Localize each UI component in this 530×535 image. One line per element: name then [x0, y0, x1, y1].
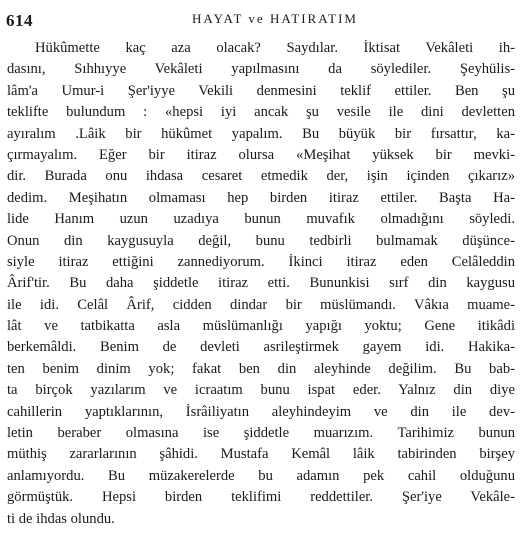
text-line: lâm'a Umur-i Şer'iyye Vekili denmesini teklif ettiler. Ben şu [7, 82, 515, 99]
text-line: ten benim dinim yok; fakat ben din aleyhinde değilim. Bu bab- [7, 360, 515, 377]
text-line: müthiş zararlarının şâhidi. Mustafa Kemâl lâik tabirinden birşey [7, 446, 515, 463]
body-paragraph [7, 38, 515, 530]
text-line: Hükûmette kaç aza olacak? Saydılar. İktisat Vekâleti ih- [35, 40, 515, 56]
text-line: siyle itiraz ettiğini zannediyorum. İkinci itiraz eden Celâleddin [7, 253, 515, 270]
text-line: anlamıyordu. Bu müzakerelerde bu adamın pek cahil olduğunu [7, 467, 515, 484]
text-line: cahillerin yaptıklarının, İsrâiliyatın aleyhindeyim ve din ile dev- [7, 403, 515, 420]
running-head: HAYAT ve HATIRATIM [191, 11, 358, 26]
text-line: dir. Burada onu ihdasa cesaret etmedik der, işin içinden çıkarız» [7, 168, 515, 185]
text-line: Onun din kaygusuyla değil, bunu tedbirli bulmamak düşünce- [7, 232, 515, 249]
text-line: dasını, Sıhhıyye Vekâleti yapılmasını da söylediler. Şeyhülis- [7, 61, 515, 78]
text-line: ti de ihdas olundu. [7, 510, 115, 527]
text-line: görmüştük. Hepsi birden teklifimi reddettiler. Şer'iye Vekâle- [7, 489, 515, 506]
text-line: ayıralım .Lâik bir hükûmet yapalım. Bu büyük bir fırsattır, ka- [7, 125, 515, 142]
text-line: dedim. Meşihatın olmaması hep birden itiraz ettiler. Başta Ha- [7, 189, 515, 206]
text-line: çırmayalım. Eğer bir itiraz olursa «Meşihat yüksek bir mevki- [7, 146, 515, 163]
text-line: Ârif'tir. Bu daha şiddetle itiraz etti. Bununkisi sırf din kaygusu [7, 275, 515, 292]
text-line: lide Hanım uzun uzadıya bunun muvafık olmadığını söyledi. [7, 211, 515, 228]
text-line: berkemâldi. Benim de devleti asrileştirmek gayem idi. Hakika- [7, 339, 515, 356]
page-number: 614 [6, 11, 33, 30]
text-line: ta birçok yazılarım ve icraatım bunu ispat eder. Yalnız din diye [7, 382, 515, 399]
text-line: lât ve tatbikatta asla müslümanlığı yapığı yoktu; Gene itikâdi [7, 318, 515, 335]
text-line: letin beraber olmasına ise şiddetle muarızım. Tarihimiz bunun [7, 425, 515, 442]
text-line: ile idi. Celâl Ârif, cidden dindar bir müslümandı. Vâkıa muame- [7, 296, 515, 313]
text-line: teklifte bulundum : «hepsi iyi ancak şu vesile ile dini devletten [7, 104, 515, 121]
